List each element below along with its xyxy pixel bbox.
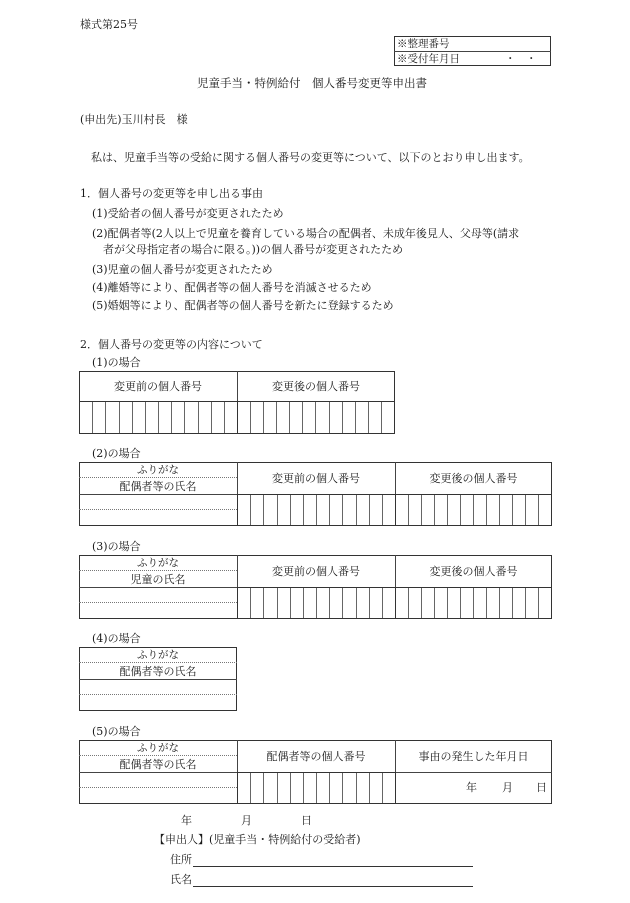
case1-label: (1)の場合 (92, 356, 141, 369)
case3-before-header: 変更前の個人番号 (272, 565, 360, 578)
reason-item: (3)児童の個人番号が変更されたため (92, 263, 273, 276)
footer-year-label: 年 (181, 814, 192, 827)
page-title: 児童手当・特例給付 個人番号変更等申出書 (197, 76, 427, 90)
case2-name-input[interactable] (79, 509, 237, 526)
case3-before-number-field[interactable] (237, 587, 396, 619)
case2-before-number-field[interactable] (237, 494, 396, 526)
section2-heading: 2．個人番号の変更等の内容について (80, 338, 263, 351)
case5-name-header: 配偶者等の氏名 (119, 757, 197, 771)
reason-item: (5)婚姻等により、配偶者等の個人番号を新たに登録するため (92, 299, 394, 312)
reason-item: (4)離婚等により、配偶者等の個人番号を消滅させるため (92, 281, 372, 294)
case1-before-header: 変更前の個人番号 (114, 380, 202, 393)
case3-name-header: 児童の氏名 (130, 572, 186, 586)
case5-label: (5)の場合 (92, 725, 141, 738)
uketsuke-date-label: ※受付年月日 (397, 53, 460, 65)
case5-number-header: 配偶者等の個人番号 (266, 750, 366, 763)
case5-number-field[interactable] (237, 772, 396, 804)
reason-item: (1)受給者の個人番号が変更されたため (92, 207, 284, 220)
case5-day-label: 日 (536, 781, 547, 794)
case3-name-input[interactable] (79, 602, 237, 619)
case4-label: (4)の場合 (92, 632, 141, 645)
case1-after-number-field[interactable] (237, 401, 395, 434)
section1-heading: 1．個人番号の変更等を申し出る事由 (80, 187, 263, 200)
footer-day-label: 日 (301, 814, 312, 827)
address-field[interactable] (193, 866, 473, 867)
applicant-heading: 【申出人】(児童手当・特例給付の受給者) (154, 833, 361, 846)
case4-name-input[interactable] (79, 694, 237, 711)
case5-month-label: 月 (502, 781, 513, 794)
case4-name-header: 配偶者等の氏名 (119, 664, 197, 678)
case3-furigana-header: ふりがな (137, 557, 179, 569)
form-number: 様式第25号 (80, 18, 138, 31)
office-box-divider (394, 51, 551, 52)
case2-before-header: 変更前の個人番号 (272, 472, 360, 485)
case4-furigana-input[interactable] (79, 679, 237, 694)
case2-furigana-input[interactable] (79, 494, 237, 509)
case2-furigana-header: ふりがな (137, 464, 179, 476)
case2-after-header: 変更後の個人番号 (429, 472, 518, 485)
seiri-bango-label: ※整理番号 (397, 38, 450, 50)
case1-after-header: 変更後の個人番号 (272, 380, 360, 393)
case5-furigana-header: ふりがな (137, 742, 179, 754)
address-label: 住所 (170, 853, 192, 866)
case2-name-header: 配偶者等の氏名 (119, 479, 197, 493)
uketsuke-date-dots: ・ ・ (505, 53, 537, 65)
intro-text: 私は、児童手当等の受給に関する個人番号の変更等について、以下のとおり申し出ます。 (91, 151, 530, 164)
footer-month-label: 月 (241, 814, 252, 827)
case3-furigana-input[interactable] (79, 587, 237, 602)
case2-label: (2)の場合 (92, 447, 141, 460)
case5-event-date-header: 事由の発生した年月日 (418, 750, 529, 763)
case3-label: (3)の場合 (92, 540, 141, 553)
case4-furigana-header: ふりがな (137, 649, 179, 661)
case5-name-input[interactable] (79, 787, 237, 804)
name-label: 氏名 (170, 873, 192, 886)
case5-year-label: 年 (466, 781, 477, 794)
reason-item: 者が父母指定者の場合に限る。))の個人番号が変更されたため (103, 243, 404, 256)
case1-before-number-field[interactable] (79, 401, 238, 434)
case3-after-number-field[interactable] (395, 587, 552, 619)
case3-after-header: 変更後の個人番号 (429, 565, 518, 578)
addressee: (申出先)玉川村長 様 (80, 113, 188, 126)
reason-item: (2)配偶者等(2人以上で児童を養育している場合の配偶者、未成年後見人、父母等(請求 (92, 227, 520, 240)
case2-after-number-field[interactable] (395, 494, 552, 526)
case5-furigana-input[interactable] (79, 772, 237, 787)
name-field[interactable] (193, 886, 473, 887)
